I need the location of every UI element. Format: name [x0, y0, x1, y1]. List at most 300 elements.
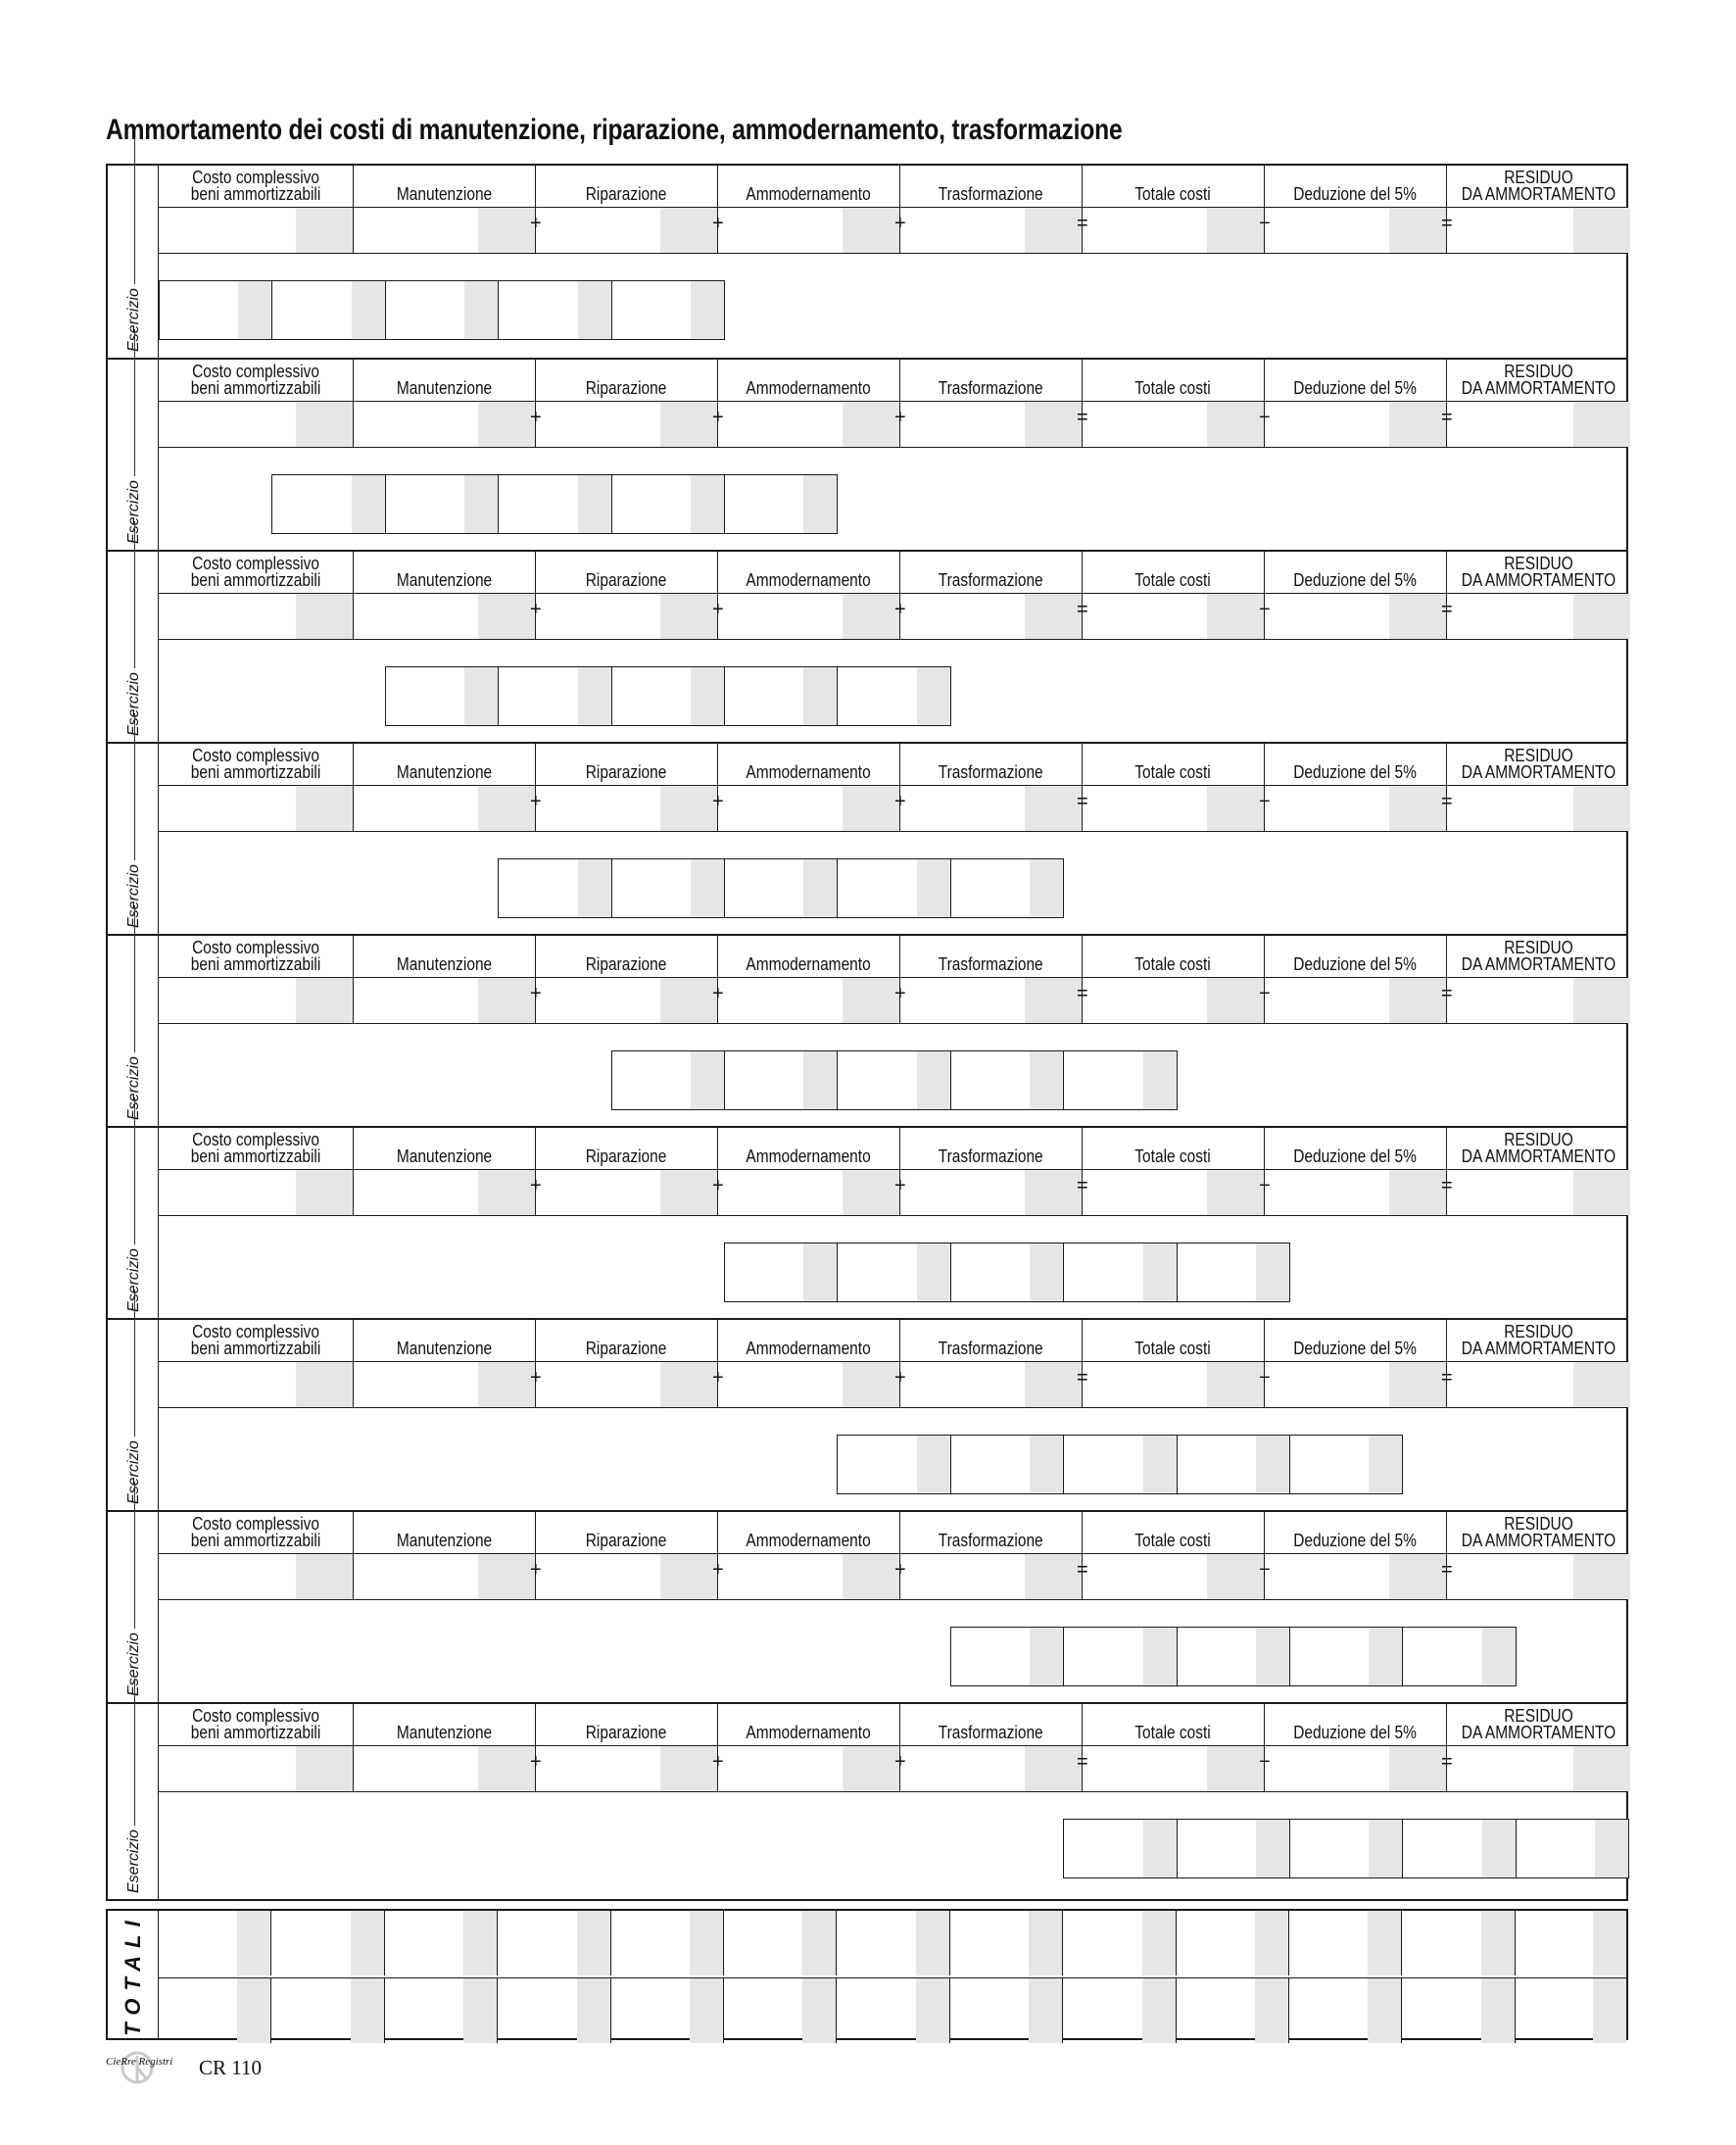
- column-header-row: [159, 936, 1626, 977]
- yearly-quota-box[interactable]: [385, 280, 499, 340]
- column-header: [1265, 1320, 1447, 1361]
- cents-shade: [917, 1243, 950, 1301]
- yearly-quota-box[interactable]: [837, 1435, 950, 1494]
- column-header: [354, 1704, 536, 1745]
- yearly-quota-box[interactable]: [837, 666, 950, 726]
- cents-shade: [1256, 1628, 1289, 1685]
- value-input-cell[interactable]: [354, 978, 536, 1023]
- value-input-cell[interactable]: [1447, 978, 1630, 1023]
- value-input-cell[interactable]: [1083, 1170, 1265, 1215]
- yearly-quota-box[interactable]: [611, 474, 725, 534]
- form-code: CR 110: [199, 2056, 262, 2079]
- totals-cell[interactable]: [837, 1911, 949, 1975]
- cents-shade: [691, 281, 724, 339]
- value-input-cell[interactable]: [354, 1746, 536, 1791]
- column-header-line1: Ammodernamento: [746, 1723, 872, 1742]
- value-input-cell[interactable]: [159, 1362, 354, 1407]
- yearly-quota-box[interactable]: [724, 474, 838, 534]
- value-input-cell[interactable]: [1447, 1746, 1630, 1791]
- value-input-cell[interactable]: [1265, 786, 1447, 831]
- cents-shade: [1025, 1170, 1082, 1215]
- value-input-cell[interactable]: [1083, 978, 1265, 1023]
- cents-shade: [660, 1554, 717, 1599]
- operator-symbol: =: [1441, 983, 1453, 1004]
- yearly-quota-box[interactable]: [950, 1435, 1064, 1494]
- totals-cell[interactable]: [611, 1911, 724, 1975]
- value-input-cell[interactable]: [354, 786, 536, 831]
- value-input-cell[interactable]: [354, 594, 536, 639]
- value-input-cell[interactable]: [900, 402, 1083, 447]
- exercise-sidebar: [108, 1704, 159, 1899]
- value-input-cell[interactable]: [900, 1746, 1083, 1791]
- cents-shade: [478, 1362, 535, 1407]
- operator-sign: [712, 1752, 724, 1772]
- operator-sign: [712, 408, 724, 427]
- value-input-cell[interactable]: [159, 208, 354, 253]
- operator-symbol: +: [530, 407, 542, 428]
- column-header-line2: beni ammortizzabili: [190, 1339, 321, 1358]
- cents-shade: [1573, 1746, 1630, 1791]
- value-input-cell[interactable]: [536, 402, 718, 447]
- operator-sign: [712, 1368, 724, 1388]
- operator-sign: [1077, 408, 1088, 427]
- cents-shade: [1143, 1436, 1177, 1493]
- yearly-quota-box[interactable]: [611, 1050, 725, 1110]
- operator-sign: [894, 1368, 906, 1388]
- column-header-line2: beni ammortizzabili: [190, 1146, 321, 1166]
- cents-shade: [296, 594, 353, 639]
- yearly-quota-box[interactable]: [498, 474, 611, 534]
- yearly-quota-box[interactable]: [950, 1050, 1064, 1110]
- yearly-quota-box[interactable]: [837, 1050, 950, 1110]
- column-header: [1447, 166, 1630, 207]
- operator-sign: [1077, 600, 1088, 619]
- value-input-cell[interactable]: [1265, 1746, 1447, 1791]
- column-header: [718, 552, 900, 593]
- yearly-quota-box[interactable]: [724, 1050, 838, 1110]
- value-input-cell[interactable]: [159, 1554, 354, 1599]
- value-input-cell[interactable]: [718, 208, 900, 253]
- operator-sign: [1441, 600, 1453, 619]
- column-header-line1: Riparazione: [586, 570, 667, 590]
- yearly-quota-box[interactable]: [498, 280, 611, 340]
- cents-shade: [478, 594, 535, 639]
- page-title: Ammortamento dei costi di manutenzione, riparazione, ammodernamento, trasformazione: [106, 114, 1123, 146]
- yearly-quota-box[interactable]: [159, 280, 272, 340]
- value-input-cell[interactable]: [1447, 1170, 1630, 1215]
- operator-sign: [1077, 1752, 1088, 1772]
- value-row: [159, 785, 1626, 832]
- cents-shade: [463, 1911, 497, 1975]
- cents-shade: [691, 475, 724, 533]
- value-input-cell[interactable]: [354, 1362, 536, 1407]
- operator-symbol: +: [712, 1559, 724, 1581]
- value-input-cell[interactable]: [900, 594, 1083, 639]
- value-input-cell[interactable]: [1265, 1170, 1447, 1215]
- column-header-line1: Trasformazione: [939, 1531, 1043, 1550]
- column-header: [718, 1512, 900, 1553]
- yearly-quota-box[interactable]: [724, 858, 838, 918]
- exercise-year-line: [134, 329, 135, 476]
- value-input-cell[interactable]: [536, 786, 718, 831]
- totals-cell[interactable]: [498, 1911, 610, 1975]
- yearly-quota-box[interactable]: [1402, 1627, 1516, 1686]
- value-input-cell[interactable]: [718, 402, 900, 447]
- column-header-row: [159, 360, 1626, 401]
- value-input-cell[interactable]: [1083, 402, 1265, 447]
- column-header-line1: RESIDUO: [1504, 554, 1573, 573]
- value-input-cell[interactable]: [159, 402, 354, 447]
- cents-shade: [296, 1746, 353, 1791]
- cents-shade: [917, 667, 950, 725]
- exercise-year-field[interactable]: [125, 521, 143, 736]
- column-header-line1: RESIDUO: [1504, 1322, 1573, 1341]
- operator-sign: [712, 214, 724, 233]
- yearly-quota-box[interactable]: [950, 1627, 1064, 1686]
- value-input-cell[interactable]: [536, 978, 718, 1023]
- totals-cell[interactable]: [1516, 1978, 1626, 2043]
- operator-symbol: =: [1077, 1559, 1088, 1581]
- exercise-year-field[interactable]: [125, 137, 143, 352]
- operator-sign: [1441, 1176, 1453, 1195]
- totals-cell[interactable]: [159, 1911, 271, 1975]
- totals-cell[interactable]: [950, 1978, 1063, 2043]
- cents-shade: [1143, 1820, 1177, 1877]
- cents-shade: [1030, 1051, 1063, 1109]
- totals-label: TOTALI: [120, 1913, 145, 2036]
- cents-shade: [1207, 978, 1264, 1023]
- cents-shade: [478, 1746, 535, 1791]
- cents-shade: [1029, 1911, 1062, 1975]
- exercise-year-field[interactable]: [125, 329, 143, 544]
- totals-cell[interactable]: [1402, 1978, 1515, 2043]
- column-header-row: [159, 166, 1626, 207]
- value-input-cell[interactable]: [1447, 402, 1630, 447]
- value-input-cell[interactable]: [354, 402, 536, 447]
- operator-sign: [1441, 792, 1453, 811]
- value-input-cell[interactable]: [159, 1170, 354, 1215]
- cents-shade: [296, 1362, 353, 1407]
- value-input-cell[interactable]: [1265, 402, 1447, 447]
- exercise-label: Esercizio: [125, 1056, 142, 1120]
- value-input-cell[interactable]: [1083, 1554, 1265, 1599]
- column-header-line1: Totale costi: [1134, 1531, 1212, 1550]
- yearly-quota-row: [498, 858, 1063, 918]
- operator-sign: [712, 1560, 724, 1580]
- cents-shade: [843, 1362, 899, 1407]
- totals-cell[interactable]: [1177, 1978, 1289, 2043]
- value-input-cell[interactable]: [718, 786, 900, 831]
- cents-shade: [1256, 1243, 1289, 1301]
- column-header-line1: Riparazione: [586, 762, 667, 782]
- yearly-quota-box[interactable]: [498, 858, 611, 918]
- exercise-year-field[interactable]: [125, 713, 143, 928]
- value-input-cell[interactable]: [1083, 594, 1265, 639]
- cents-shade: [1389, 1170, 1446, 1215]
- cents-shade: [578, 667, 611, 725]
- cents-shade: [1368, 1978, 1401, 2043]
- column-header: [1447, 1704, 1630, 1745]
- value-input-cell[interactable]: [354, 1170, 536, 1215]
- value-input-cell[interactable]: [1447, 594, 1630, 639]
- yearly-quota-box[interactable]: [498, 666, 611, 726]
- cents-shade: [578, 475, 611, 533]
- brand-logo-icon: [118, 2048, 157, 2087]
- column-header-line1: Manutenzione: [396, 762, 493, 782]
- yearly-quota-box[interactable]: [1177, 1243, 1290, 1302]
- yearly-quota-box[interactable]: [1516, 1819, 1629, 1878]
- column-header-line1: Deduzione del 5%: [1293, 378, 1418, 398]
- yearly-quota-box[interactable]: [1289, 1627, 1403, 1686]
- totals-cell[interactable]: [724, 1978, 837, 2043]
- operator-sign: [894, 1752, 906, 1772]
- value-input-cell[interactable]: [1447, 208, 1630, 253]
- yearly-quota-box[interactable]: [1063, 1627, 1177, 1686]
- column-header-line1: Totale costi: [1134, 378, 1212, 398]
- value-input-cell[interactable]: [1083, 208, 1265, 253]
- exercise-year-line: [134, 137, 135, 284]
- value-input-cell[interactable]: [159, 978, 354, 1023]
- operator-symbol: +: [712, 407, 724, 428]
- value-input-cell[interactable]: [718, 1746, 900, 1791]
- cents-shade: [843, 208, 899, 253]
- yearly-quota-box[interactable]: [950, 1243, 1064, 1302]
- column-header-line1: Costo complessivo: [192, 362, 319, 381]
- totals-cell[interactable]: [724, 1911, 837, 1975]
- operator-sign: [894, 1560, 906, 1580]
- column-header: [536, 552, 718, 593]
- brand-name: CieRre Registri: [106, 2056, 173, 2068]
- column-header: [1447, 360, 1630, 401]
- cents-shade: [478, 402, 535, 447]
- value-input-cell[interactable]: [536, 594, 718, 639]
- totals-cell[interactable]: [1063, 1978, 1176, 2043]
- operator-sign: [1259, 1176, 1271, 1195]
- value-input-cell[interactable]: [536, 1362, 718, 1407]
- totals-cell[interactable]: [837, 1978, 949, 2043]
- cents-shade: [1369, 1628, 1402, 1685]
- cents-shade: [1482, 1628, 1516, 1685]
- column-header-line1: Riparazione: [586, 954, 667, 974]
- cents-shade: [578, 281, 611, 339]
- cents-shade: [1025, 1362, 1082, 1407]
- cents-shade: [1142, 1911, 1176, 1975]
- totals-cell[interactable]: [950, 1911, 1063, 1975]
- value-input-cell[interactable]: [900, 208, 1083, 253]
- column-header-line1: Ammodernamento: [746, 762, 872, 782]
- value-input-cell[interactable]: [1447, 786, 1630, 831]
- cents-shade: [578, 859, 611, 917]
- operator-sign: [530, 1368, 542, 1388]
- yearly-quota-box[interactable]: [1289, 1819, 1403, 1878]
- column-header-line1: Trasformazione: [939, 570, 1043, 590]
- value-input-cell[interactable]: [900, 1170, 1083, 1215]
- operator-sign: [530, 408, 542, 427]
- totals-cell[interactable]: [385, 1911, 498, 1975]
- value-input-cell[interactable]: [1447, 1554, 1630, 1599]
- yearly-quota-box[interactable]: [724, 666, 838, 726]
- totals-cell[interactable]: [1402, 1911, 1515, 1975]
- exercise-year-field[interactable]: [125, 1290, 143, 1504]
- value-input-cell[interactable]: [1083, 786, 1265, 831]
- totals-cell[interactable]: [1177, 1911, 1289, 1975]
- totals-cell[interactable]: [1516, 1911, 1626, 1975]
- yearly-quota-box[interactable]: [1063, 1435, 1177, 1494]
- column-header-line1: Ammodernamento: [746, 1531, 872, 1550]
- yearly-quota-box[interactable]: [1402, 1819, 1516, 1878]
- value-input-cell[interactable]: [1447, 1362, 1630, 1407]
- exercise-year-field[interactable]: [125, 1097, 143, 1312]
- yearly-quota-box[interactable]: [271, 474, 385, 534]
- value-input-cell[interactable]: [159, 1746, 354, 1791]
- cents-shade: [802, 1978, 836, 2043]
- yearly-quota-box[interactable]: [1063, 1050, 1177, 1110]
- yearly-quota-box[interactable]: [1177, 1819, 1290, 1878]
- cents-shade: [1025, 978, 1082, 1023]
- cents-shade: [843, 1170, 899, 1215]
- column-header: [900, 1704, 1083, 1745]
- totals-row: [159, 1977, 1626, 2043]
- operator-sign: [1441, 1752, 1453, 1772]
- totals-cell[interactable]: [385, 1978, 498, 2043]
- value-input-cell[interactable]: [536, 208, 718, 253]
- value-input-cell[interactable]: [159, 786, 354, 831]
- value-input-cell[interactable]: [354, 1554, 536, 1599]
- yearly-quota-box[interactable]: [1063, 1243, 1177, 1302]
- column-header: [1447, 1320, 1630, 1361]
- column-header: [1447, 936, 1630, 977]
- column-header: [536, 360, 718, 401]
- yearly-quota-box[interactable]: [1063, 1819, 1177, 1878]
- yearly-quota-box[interactable]: [837, 858, 950, 918]
- value-input-cell[interactable]: [900, 978, 1083, 1023]
- yearly-quota-box[interactable]: [837, 1243, 950, 1302]
- totals-cell[interactable]: [498, 1978, 610, 2043]
- cents-shade: [1481, 1978, 1515, 2043]
- value-input-cell[interactable]: [1265, 978, 1447, 1023]
- exercise-year-field[interactable]: [125, 1482, 143, 1696]
- operator-symbol: −: [1259, 1367, 1271, 1389]
- value-input-cell[interactable]: [1265, 208, 1447, 253]
- column-header: [900, 1512, 1083, 1553]
- value-input-cell[interactable]: [536, 1554, 718, 1599]
- totals-cell[interactable]: [271, 1978, 384, 2043]
- exercise-year-field[interactable]: [125, 905, 143, 1120]
- operator-symbol: −: [1259, 791, 1271, 812]
- operator-symbol: +: [712, 983, 724, 1004]
- totals-cell[interactable]: [1063, 1911, 1176, 1975]
- value-input-cell[interactable]: [900, 1362, 1083, 1407]
- value-input-cell[interactable]: [159, 594, 354, 639]
- value-row: [159, 977, 1626, 1024]
- cents-shade: [1573, 1170, 1630, 1215]
- totals-cell[interactable]: [1289, 1978, 1402, 2043]
- value-input-cell[interactable]: [1083, 1746, 1265, 1791]
- value-input-cell[interactable]: [1083, 1362, 1265, 1407]
- exercise-year-line: [134, 521, 135, 668]
- cents-shade: [464, 475, 498, 533]
- yearly-quota-box[interactable]: [271, 280, 385, 340]
- yearly-quota-box[interactable]: [950, 858, 1064, 918]
- column-header: [159, 1320, 354, 1361]
- value-input-cell[interactable]: [536, 1746, 718, 1791]
- totals-cell[interactable]: [611, 1978, 724, 2043]
- cents-shade: [1207, 1362, 1264, 1407]
- value-input-cell[interactable]: [718, 978, 900, 1023]
- column-header: [1083, 360, 1265, 401]
- column-header-line2: beni ammortizzabili: [190, 762, 321, 782]
- exercise-block: [108, 1702, 1626, 1899]
- yearly-quota-box[interactable]: [611, 666, 725, 726]
- cents-shade: [1595, 1820, 1628, 1877]
- yearly-quota-box[interactable]: [1177, 1627, 1290, 1686]
- column-header: [159, 936, 354, 977]
- column-header-line1: Trasformazione: [939, 1146, 1043, 1166]
- cents-shade: [1593, 1978, 1626, 2043]
- totals-cell[interactable]: [271, 1911, 384, 1975]
- operator-symbol: +: [894, 1751, 906, 1773]
- totals-row: [159, 1911, 1626, 1975]
- yearly-quota-box[interactable]: [611, 858, 725, 918]
- value-input-cell[interactable]: [900, 786, 1083, 831]
- value-input-cell[interactable]: [718, 1554, 900, 1599]
- operator-sign: [894, 1176, 906, 1195]
- operator-sign: [1259, 1368, 1271, 1388]
- value-input-cell[interactable]: [718, 594, 900, 639]
- value-input-cell[interactable]: [900, 1554, 1083, 1599]
- cents-shade: [1207, 1170, 1264, 1215]
- totals-cell[interactable]: [159, 1978, 271, 2043]
- operator-sign: [1259, 408, 1271, 427]
- value-input-cell[interactable]: [718, 1170, 900, 1215]
- column-header: [354, 166, 536, 207]
- value-input-cell[interactable]: [1265, 594, 1447, 639]
- yearly-quota-box[interactable]: [385, 666, 499, 726]
- operator-symbol: +: [894, 599, 906, 620]
- column-header-line1: Manutenzione: [396, 1723, 493, 1742]
- operator-symbol: =: [1077, 407, 1088, 428]
- totals-table: [106, 1909, 1628, 2040]
- yearly-quota-box[interactable]: [385, 474, 499, 534]
- column-header-line1: Totale costi: [1134, 762, 1212, 782]
- exercise-block: [108, 742, 1626, 934]
- column-header-line2: DA AMMORTAMENTO: [1461, 184, 1616, 204]
- cents-shade: [1207, 594, 1264, 639]
- column-header-line2: DA AMMORTAMENTO: [1461, 954, 1616, 974]
- exercise-label: Esercizio: [125, 288, 142, 352]
- column-header: [1265, 936, 1447, 977]
- yearly-quota-box[interactable]: [1289, 1435, 1403, 1494]
- column-header-line1: RESIDUO: [1504, 1130, 1573, 1149]
- yearly-quota-box[interactable]: [611, 280, 725, 340]
- column-header: [1447, 744, 1630, 785]
- value-input-cell[interactable]: [1265, 1362, 1447, 1407]
- column-header: [536, 1320, 718, 1361]
- amortization-table: [106, 164, 1628, 1901]
- value-input-cell[interactable]: [536, 1170, 718, 1215]
- value-input-cell[interactable]: [354, 208, 536, 253]
- exercise-year-field[interactable]: [125, 1679, 143, 1893]
- column-header-line1: Trasformazione: [939, 954, 1043, 974]
- yearly-quota-box[interactable]: [724, 1243, 838, 1302]
- value-input-cell[interactable]: [1265, 1554, 1447, 1599]
- operator-symbol: +: [712, 599, 724, 620]
- yearly-quota-box[interactable]: [1177, 1435, 1290, 1494]
- cents-shade: [237, 1911, 270, 1975]
- totals-cell[interactable]: [1289, 1911, 1402, 1975]
- value-input-cell[interactable]: [718, 1362, 900, 1407]
- exercise-block: [108, 1510, 1626, 1702]
